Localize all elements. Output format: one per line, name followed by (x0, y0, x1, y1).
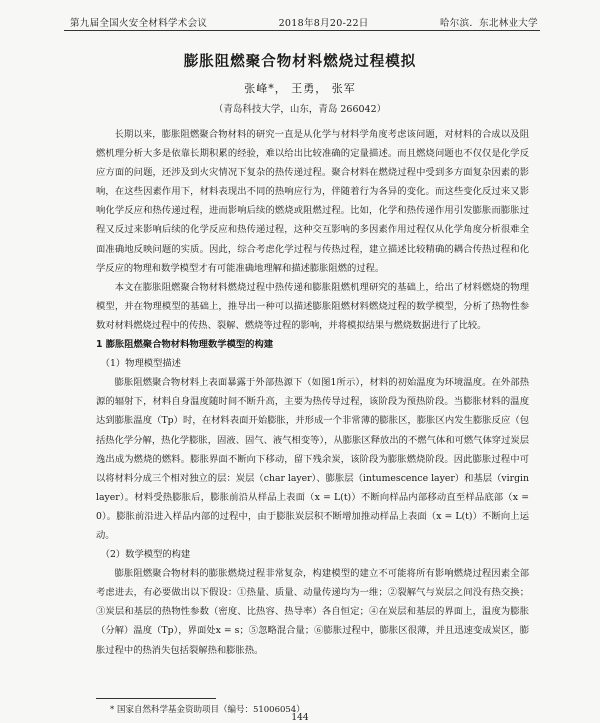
subsection-2-heading: （2）数学模型的构建 (100, 549, 191, 561)
header-rule (64, 30, 540, 31)
subsection-1-heading: （1）物理模型描述 (100, 358, 181, 370)
footnote-rule (96, 698, 216, 699)
header-venue: 哈尔滨．东北林业大学 (439, 18, 538, 29)
header-date: 2018年8月20-22日 (278, 18, 369, 29)
intro-paragraph-1: 长期以来，膨胀阻燃聚合物材料的研究一直是从化学与材料学角度考虑该问题，对材料的合成以及阻燃机理分析大多是依靠长期积累的经验，难以给出比较准确的定量描述。而且燃烧问题也不仅仅是化学反应方面的问题，还涉及到火灾情况下复杂的热传递过程。聚合材料在燃烧过程中受到多方面复杂因素的影响，在这些因素作用下，材料表现出不同的热响应行为，伴随着行为各异的变化。而这些变化反过来又影响化学反应和热传递过程，进而影响后续的燃烧或阻燃过程。比如，化学和热传递作用引发膨胀而膨胀过程又反过来影响后续的化学反应和热传递过程，这种交互影响的多因素作用过程仅从化学角度分析很难全面准确地反映问题的实质。因此，综合考虑化学过程与传热过程，建立描述比较精确的耦合传热过程和化学反应的物理和数学模型才有可能准确地理解和描述膨胀阻燃的过程。 (96, 129, 529, 274)
running-header (70, 15, 538, 29)
section-1-heading: 1 膨胀阻燃聚合物材料物理数学模型的构建 (96, 339, 274, 351)
footnote: * 国家自然科学基金资助项目（编号：51006054） (110, 705, 305, 715)
intro-paragraph-2: 本文在膨胀阻燃聚合物材料燃烧过程中热传递和膨胀阻燃机理研究的基础上，给出了材料燃烧的物理模型，并在物理模型的基础上，推导出一种可以描述膨胀阻燃材料燃烧过程的数学模型，分析了热物性参数对材料燃烧过程中的传热、裂解、燃烧等过程的影响，并将模拟结果与燃烧数据进行了比较。 (96, 281, 529, 331)
paper-body (96, 125, 529, 660)
paper-authors: 张峰*， 王勇， 张军 (244, 82, 356, 95)
paper-title: 膨胀阻燃聚合物材料燃烧过程模拟 (183, 54, 417, 70)
subsection-1-text: 膨胀阻燃聚合物材料上表面暴露于外部热源下（如图1所示），材料的初始温度为环境温度。在外部热源的辐射下，材料自身温度随时间不断升高，主要为热传导过程，该阶段为预热阶段。当膨胀材料的温度达到膨胀温度（Tp）时，在材料表面开始膨胀，并形成一个非常薄的膨胀区，膨胀区内发生膨胀反应（包括热化学分解，热化学膨胀，固液、固气、液气相变等），从膨胀区释放出的不燃气体和可燃气体穿过炭层逸出成为燃烧的燃料。膨胀界面不断向下移动，留下残余炭，该阶段为膨胀燃烧阶段。因此膨胀过程中可以将材料分成三个相对独立的层：炭层（char layer）、膨胀层（intumescence layer）和基层（virgin layer）。材料受热膨胀后，膨胀前沿从样品上表面（x = L(t)）不断向样品内部移动直至样品底部（x = 0）。膨胀前沿进入样品内部的过程中，由于膨胀炭层积不断增加推动样品上表面（x = L(t)）不断向上运动。 (96, 377, 529, 541)
page-number: 144 (291, 713, 309, 723)
subsection-2-text: 膨胀阻燃聚合物材料的膨胀燃烧过程非常复杂，构建模型的建立不可能将所有影响燃烧过程因素全部考虑进去，有必要做出以下假设：①热量、质量、动量传递均为一维；②裂解气与炭层之间没有热交换；③炭层和基层的热物性参数（密度、比热容、热导率）各自恒定；④在炭层和基层的界面上，温度为膨胀（分解）温度（Tp），界面处x = s；⑤忽略混合量；⑥膨胀过程中，膨胀区很薄，并且迅速变成炭区，膨胀过程中的热消失包括裂解热和膨胀热。 (96, 568, 529, 656)
header-conference: 第九届全国火安全材料学术会议 (70, 18, 208, 29)
paper-affiliation: （青岛科技大学，山东，青岛 266042） (213, 104, 387, 115)
